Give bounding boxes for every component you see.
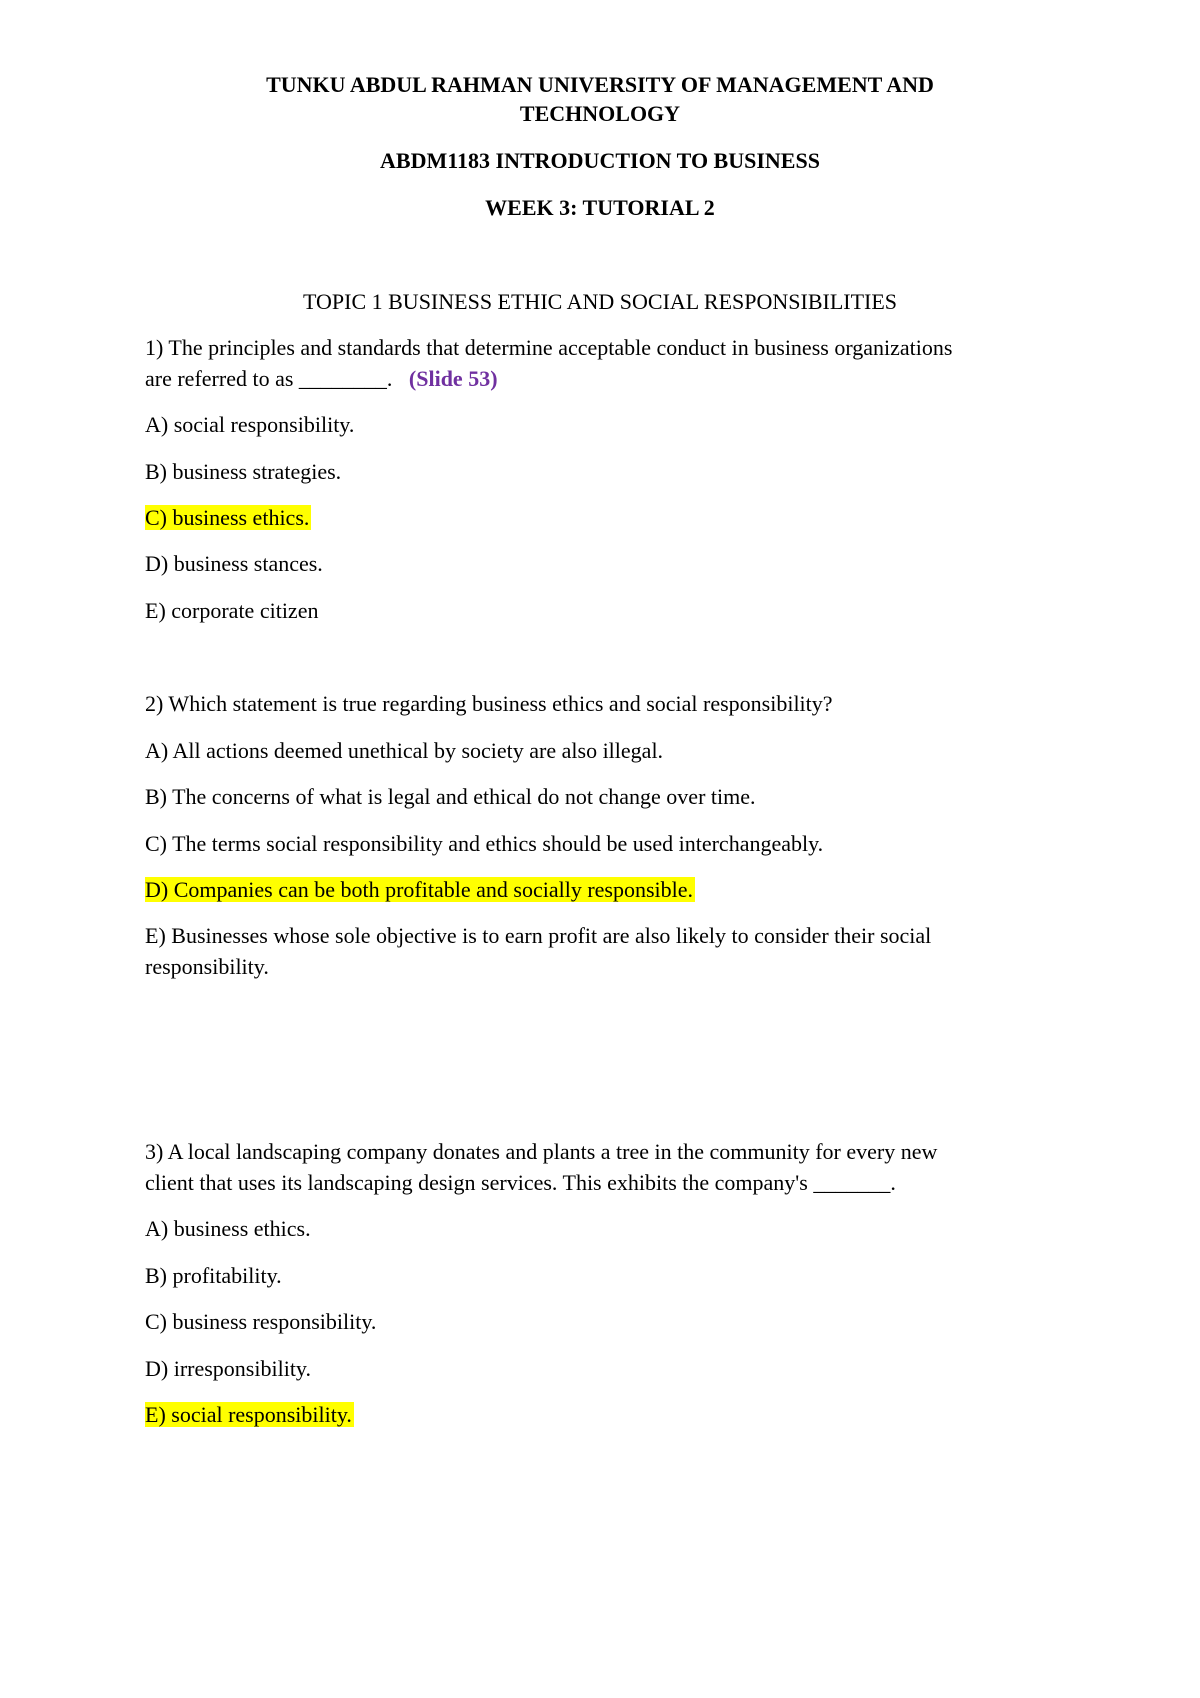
slide-reference: (Slide 53) bbox=[408, 366, 498, 391]
q1-option-d: D) business stances. bbox=[145, 551, 323, 576]
q2-option-e-line2: responsibility. bbox=[145, 954, 269, 979]
q3-stem-line1: 3) A local landscaping company donates and plants a tree in the community for every new bbox=[145, 1139, 938, 1164]
q3-stem-line2: client that uses its landscaping design services. This exhibits the company's _______. bbox=[145, 1170, 896, 1195]
week-title: WEEK 3: TUTORIAL 2 bbox=[485, 195, 715, 220]
q3-option-a: A) business ethics. bbox=[145, 1216, 311, 1241]
q1-stem-text: are referred to as ________. bbox=[145, 366, 393, 391]
q2-answer-highlight: D) Companies can be both profitable and socially responsible. bbox=[145, 877, 694, 902]
q3-option-d: D) irresponsibility. bbox=[145, 1356, 311, 1381]
topic-heading: TOPIC 1 BUSINESS ETHIC AND SOCIAL RESPONSIBILITIES bbox=[302, 289, 898, 314]
university-name-line2: TECHNOLOGY bbox=[519, 101, 681, 126]
q1-option-e: E) corporate citizen bbox=[145, 598, 319, 623]
q3-option-b: B) profitability. bbox=[145, 1263, 282, 1288]
q3-option-c: C) business responsibility. bbox=[145, 1309, 377, 1334]
q1-answer-highlight: C) business ethics. bbox=[145, 505, 310, 530]
q1-option-b: B) business strategies. bbox=[145, 459, 342, 484]
q2-option-b: B) The concerns of what is legal and ethical do not change over time. bbox=[145, 784, 756, 809]
q1-stem-line2 bbox=[145, 364, 1065, 394]
q2-option-c: C) The terms social responsibility and ethics should be used interchangeably. bbox=[145, 831, 824, 856]
q1-option-c bbox=[145, 503, 1065, 533]
q2-option-e-line1: E) Businesses whose sole objective is to earn profit are also likely to consider their social bbox=[145, 923, 932, 948]
q3-answer-highlight: E) social responsibility. bbox=[145, 1402, 352, 1427]
q1-stem-line1: 1) The principles and standards that determine acceptable conduct in business organizations bbox=[145, 335, 953, 360]
q3-option-e bbox=[145, 1400, 1065, 1430]
q2-stem: 2) Which statement is true regarding business ethics and social responsibility? bbox=[145, 691, 833, 716]
course-title: ABDM1183 INTRODUCTION TO BUSINESS bbox=[380, 148, 820, 173]
university-name-line1: TUNKU ABDUL RAHMAN UNIVERSITY OF MANAGEMENT AND bbox=[266, 72, 934, 97]
q2-option-a: A) All actions deemed unethical by society are also illegal. bbox=[145, 738, 664, 763]
q1-option-a: A) social responsibility. bbox=[145, 412, 355, 437]
q2-option-d bbox=[145, 875, 1065, 905]
